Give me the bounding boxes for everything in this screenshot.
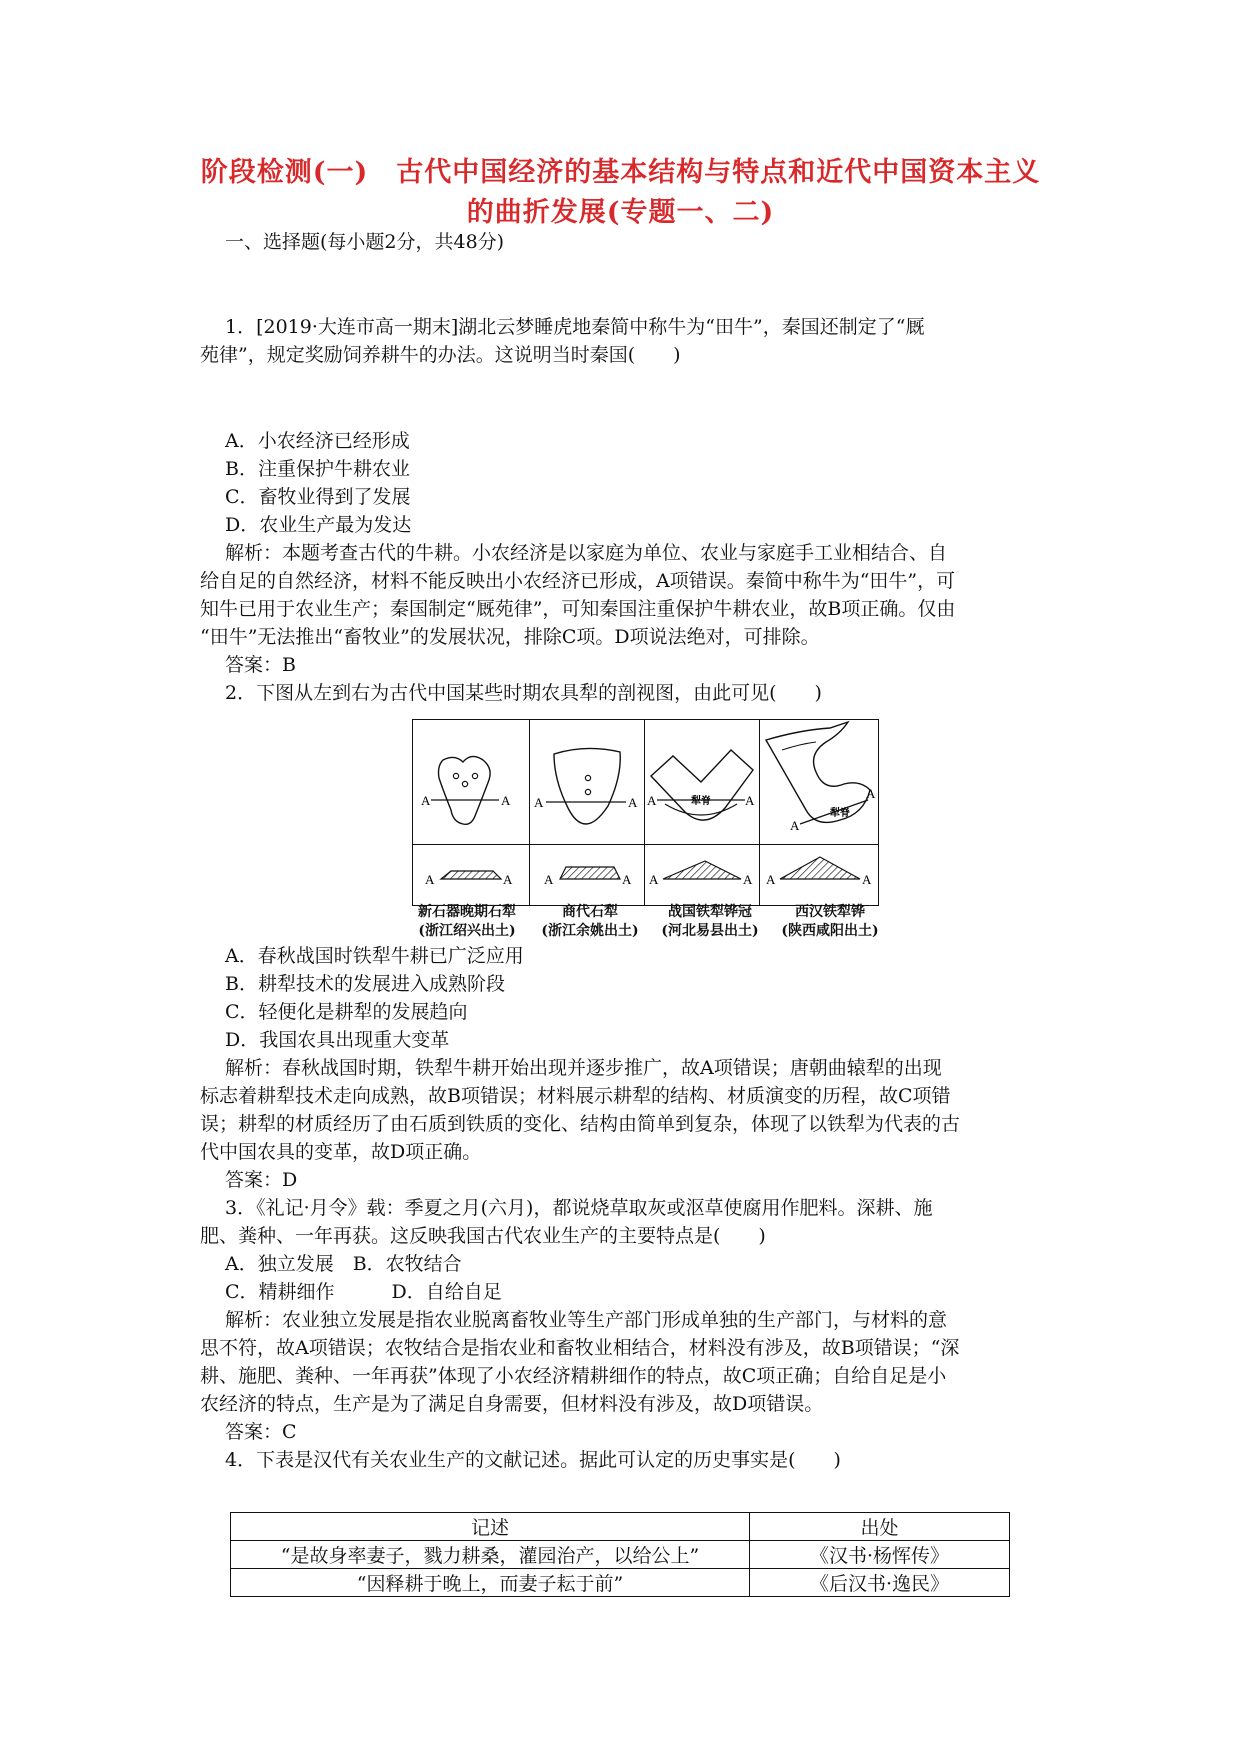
q1-analysis-line: 给自足的自然经济，材料不能反映出小农经济已形成，A项错误。秦简中称牛为“田牛”，可 [200, 570, 956, 592]
label-a: A [866, 786, 876, 801]
label-a: A [628, 795, 638, 810]
q2-answer: 答案：D [225, 1169, 298, 1191]
q3-analysis-line: 解析：农业独立发展是指农业脱离畜牧业等生产部门形成单独的生产部门，与材料的意 [225, 1309, 948, 1331]
figure-cell-shang [530, 720, 645, 845]
western-han-plough-section-diagram [760, 845, 878, 901]
label-ridge: 犁脊 [691, 796, 711, 807]
q3-options-row2: C．精耕细作 D．自给自足 [225, 1281, 502, 1303]
q1-analysis-line: 知牛已用于农业生产；秦国制定“厩苑律”，可知秦国注重保护牛耕农业，故B项正确。仅由 [200, 598, 956, 620]
label-a: A [862, 872, 872, 887]
q3-stem-line1: 3．《礼记·月令》载：季夏之月(六月)，都说烧草取灰或沤草使腐用作肥料。深耕、施 [225, 1197, 933, 1219]
table-header-row [231, 1513, 1010, 1541]
label-a: A [622, 872, 632, 887]
label-a: A [425, 872, 435, 887]
q2-analysis-line: 标志着耕犁技术走向成熟，故B项错误；材料展示耕犁的结构、材质演变的历程，故C项错 [200, 1085, 951, 1107]
label-a: A [503, 872, 513, 887]
table-cell: “因释耕于晚上，而妻子耘于前” [231, 1569, 750, 1597]
label-a: A [745, 793, 755, 808]
document-title-line2: 的曲折发展(专题一、二) [466, 197, 775, 228]
label-a: A [766, 872, 776, 887]
plough-figure-grid [412, 719, 879, 906]
table-cell: 《汉书·杨恽传》 [750, 1541, 1010, 1569]
section-cell-1 [413, 845, 530, 906]
warring-states-plough-top-diagram [645, 720, 759, 840]
figure-cell-neolithic [413, 720, 530, 845]
shang-plough-section-diagram [530, 845, 644, 901]
q1-option-d: D．农业生产最为发达 [225, 514, 412, 536]
figure-caption-1: 新石器晚期石犁 (浙江绍兴出土) [418, 904, 516, 939]
section-cell-3 [645, 845, 760, 906]
q4-source-table [230, 1512, 1010, 1597]
label-ridge: 犁脊 [830, 808, 850, 819]
table-header-cell: 记述 [231, 1513, 750, 1541]
q1-analysis-line: 解析：本题考查古代的牛耕。小农经济是以家庭为单位、农业与家庭手工业相结合、自 [225, 542, 948, 564]
label-a: A [790, 818, 800, 833]
label-a: A [544, 872, 554, 887]
q3-analysis-line: 农经济的特点，生产是为了满足自身需要，但材料没有涉及，故D项错误。 [200, 1393, 824, 1415]
section-heading: 一、选择题(每小题2分，共48分) [225, 231, 505, 253]
q3-options-row1: A．独立发展 B．农牧结合 [225, 1253, 462, 1275]
q1-option-a: A．小农经济已经形成 [225, 430, 410, 452]
q1-stem-line2: 苑律”，规定奖励饲养耕牛的办法。这说明当时秦国( ) [200, 344, 681, 366]
table-cell: “是故身率妻子，戮力耕桑，灌园治产，以给公上” [231, 1541, 750, 1569]
figure-caption-3: 战国铁犁铧冠 (河北易县出土) [661, 904, 759, 939]
q2-option-a: A．春秋战国时铁犁牛耕已广泛应用 [225, 945, 524, 967]
q2-analysis-line: 误；耕犁的材质经历了由石质到铁质的变化、结构由简单到复杂，体现了以铁犁为代表的古 [200, 1113, 961, 1135]
western-han-plough-top-diagram [760, 720, 878, 840]
q3-stem-line2: 肥、粪种、一年再获。这反映我国古代农业生产的主要特点是( ) [200, 1225, 766, 1247]
q2-option-b: B．耕犁技术的发展进入成熟阶段 [225, 973, 505, 995]
q2-stem: 2．下图从左到右为古代中国某些时期农具犁的剖视图，由此可见( ) [225, 682, 822, 704]
table-cell: 《后汉书·逸民》 [750, 1569, 1010, 1597]
neolithic-plough-section-diagram [413, 845, 529, 901]
q4-stem: 4．下表是汉代有关农业生产的文献记述。据此可认定的历史事实是( ) [225, 1449, 841, 1471]
table-row [231, 1569, 1010, 1597]
section-cell-2 [530, 845, 645, 906]
q3-answer: 答案：C [225, 1421, 297, 1443]
q1-option-c: C．畜牧业得到了发展 [225, 486, 411, 508]
q3-analysis-line: 思不符，故A项错误；农牧结合是指农业和畜牧业相结合，材料没有涉及，故B项错误；“深 [200, 1337, 960, 1359]
q2-option-d: D．我国农具出现重大变革 [225, 1029, 450, 1051]
label-a: A [743, 872, 753, 887]
figure-caption-4: 西汉铁犁铧 (陕西咸阳出土) [781, 904, 879, 939]
figure-cell-warring-states [645, 720, 760, 845]
figure-cell-western-han [760, 720, 879, 845]
label-a: A [649, 872, 659, 887]
label-a: A [647, 793, 657, 808]
table-header-cell: 出处 [750, 1513, 1010, 1541]
q1-stem-line1: 1．[2019·大连市高一期末]湖北云梦睡虎地秦简中称牛为“田牛”，秦国还制定了“厩 [225, 316, 925, 338]
warring-states-plough-section-diagram [645, 845, 759, 901]
shang-plough-top-diagram [530, 720, 644, 840]
table-row [231, 1541, 1010, 1569]
section-cell-4 [760, 845, 879, 906]
label-a: A [501, 793, 511, 808]
document-title-line1: 阶段检测(一) 古代中国经济的基本结构与特点和近代中国资本主义 [200, 157, 1041, 188]
figure-caption-2: 商代石犁 (浙江余姚出土) [541, 904, 639, 939]
neolithic-plough-top-diagram [413, 720, 529, 840]
q1-answer: 答案：B [225, 654, 296, 676]
q1-option-b: B．注重保护牛耕农业 [225, 458, 410, 480]
q2-option-c: C．轻便化是耕犁的发展趋向 [225, 1001, 468, 1023]
q2-analysis-line: 解析：春秋战国时期，铁犁牛耕开始出现并逐步推广，故A项错误；唐朝曲辕犁的出现 [225, 1057, 942, 1079]
q3-analysis-line: 耕、施肥、粪种、一年再获”体现了小农经济精耕细作的特点，故C项正确；自给自足是小 [200, 1365, 947, 1387]
q2-analysis-line: 代中国农具的变革，故D项正确。 [200, 1141, 482, 1163]
label-a: A [421, 793, 431, 808]
q1-analysis-line: “田牛”无法推出“畜牧业”的发展状况，排除C项。D项说法绝对，可排除。 [200, 626, 820, 648]
label-a: A [534, 795, 544, 810]
